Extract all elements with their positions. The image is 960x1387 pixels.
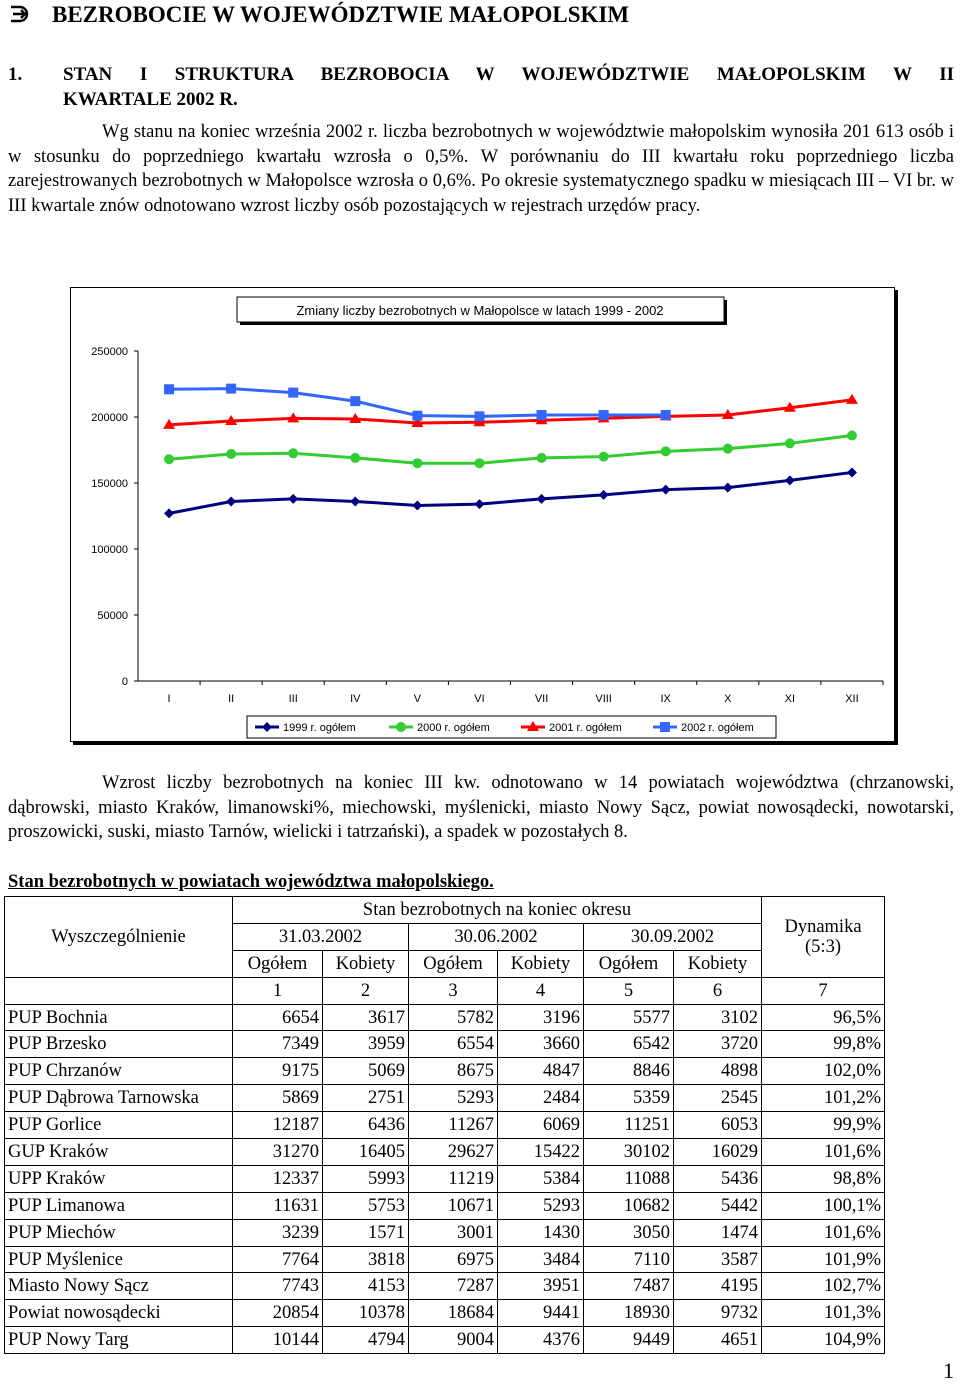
legend-label: 2000 r. ogółem [417, 722, 490, 734]
data-point [226, 449, 236, 459]
data-point [723, 444, 733, 454]
section-heading-line2: KWARTALE 2002 R. [63, 89, 238, 110]
row-label: PUP Gorlice [5, 1112, 233, 1139]
row-label: PUP Miechów [5, 1219, 233, 1246]
header-total: Ogółem [584, 950, 674, 977]
value-cell: 2545 [674, 1085, 762, 1112]
value-cell: 15422 [498, 1139, 584, 1166]
table-row [5, 1058, 885, 1085]
header-date: 30.06.2002 [409, 923, 584, 950]
value-cell: 2751 [323, 1085, 409, 1112]
value-cell: 3617 [323, 1004, 409, 1031]
value-cell: 4651 [674, 1327, 762, 1354]
value-cell: 5384 [498, 1165, 584, 1192]
chart-title-shadow [724, 300, 727, 325]
data-point [723, 483, 733, 493]
dynamics-cell: 101,2% [762, 1085, 885, 1112]
value-cell: 4376 [498, 1327, 584, 1354]
table-row [5, 1139, 885, 1166]
row-label: PUP Nowy Targ [5, 1327, 233, 1354]
y-tick-label: 100000 [91, 544, 128, 556]
value-cell: 5869 [233, 1085, 323, 1112]
value-cell: 5442 [674, 1192, 762, 1219]
data-point [350, 496, 360, 506]
value-cell: 11267 [409, 1112, 498, 1139]
y-tick-label: 50000 [97, 610, 128, 622]
value-cell: 10144 [233, 1327, 323, 1354]
dynamics-cell: 102,0% [762, 1058, 885, 1085]
row-label: Powiat nowosądecki [5, 1300, 233, 1327]
value-cell: 9441 [498, 1300, 584, 1327]
header-col-number: 6 [674, 977, 762, 1004]
value-cell: 5069 [323, 1058, 409, 1085]
x-tick-label: I [167, 693, 171, 705]
row-label: PUP Limanowa [5, 1192, 233, 1219]
x-tick-label: IX [660, 693, 671, 705]
x-tick-label: VIII [595, 693, 612, 705]
header-number-blank [5, 977, 233, 1004]
data-point [661, 485, 671, 495]
value-cell: 7349 [233, 1031, 323, 1058]
value-cell: 5293 [409, 1085, 498, 1112]
value-cell: 16405 [323, 1139, 409, 1166]
title-text: BEZROBOCIE W WOJEWÓDZTWIE MAŁOPOLSKIM [52, 2, 630, 27]
value-cell: 3196 [498, 1004, 584, 1031]
value-cell: 3102 [674, 1004, 762, 1031]
value-cell: 5436 [674, 1165, 762, 1192]
value-cell: 7764 [233, 1246, 323, 1273]
dynamics-cell: 98,8% [762, 1165, 885, 1192]
x-tick-label: X [724, 693, 732, 705]
x-tick-label: V [413, 693, 422, 705]
value-cell: 11219 [409, 1165, 498, 1192]
value-cell: 6554 [409, 1031, 498, 1058]
data-point [537, 453, 547, 463]
value-cell: 9175 [233, 1058, 323, 1085]
arrow-right-icon [8, 2, 52, 28]
value-cell: 31270 [233, 1139, 323, 1166]
value-cell: 1430 [498, 1219, 584, 1246]
x-tick-label: VI [474, 693, 485, 705]
series-line [169, 435, 852, 463]
intro-paragraph-text: Wg stanu na koniec września 2002 r. liczba bezrobotnych w województwie małopolskim wynosiła 201 613 osób i w stosunku do poprzedniego kwartału wzrosła o 0,5%. W porównaniu do III kwartału roku poprzedniego liczba zarejestrowanych bezrobotnych w Małopolsce wzrosła o 0,6%. Po okresie systematycznego spadku w miesiącach III – VI br. w III kwartale znów odnotowano wzrost liczby osób pozostających w rejestrach urzędów pracy. [8, 122, 954, 216]
data-point [288, 494, 298, 504]
data-point [288, 388, 298, 398]
data-point [288, 448, 298, 458]
row-label: PUP Myślenice [5, 1246, 233, 1273]
data-point [474, 458, 484, 468]
series-line [169, 400, 852, 425]
value-cell: 5293 [498, 1192, 584, 1219]
value-cell: 4153 [323, 1273, 409, 1300]
chart-title: Zmiany liczby bezrobotnych w Małopolsce w latach 1999 - 2002 [296, 303, 664, 318]
value-cell: 7110 [584, 1246, 674, 1273]
table-row [5, 1004, 885, 1031]
section-heading [8, 62, 954, 112]
value-cell: 2484 [498, 1085, 584, 1112]
legend-marker [660, 722, 670, 732]
x-tick-label: XII [845, 693, 859, 705]
x-tick-label: II [228, 693, 235, 705]
value-cell: 5359 [584, 1085, 674, 1112]
series-line [169, 472, 852, 513]
section-number: 1. [8, 64, 23, 85]
value-cell: 3660 [498, 1031, 584, 1058]
dynamics-cell: 104,9% [762, 1327, 885, 1354]
row-label: PUP Dąbrowa Tarnowska [5, 1085, 233, 1112]
value-cell: 5782 [409, 1004, 498, 1031]
data-point [164, 508, 174, 518]
header-col-number: 3 [409, 977, 498, 1004]
value-cell: 10671 [409, 1192, 498, 1219]
value-cell: 8846 [584, 1058, 674, 1085]
data-point [412, 500, 422, 510]
value-cell: 12187 [233, 1112, 323, 1139]
data-point [661, 446, 671, 456]
section-heading-line1: STAN I STRUKTURA BEZROBOCIA W WOJEWÓDZTWIE MAŁOPOLSKIM W II [63, 64, 954, 85]
chart-svg [71, 288, 894, 741]
row-label: PUP Chrzanów [5, 1058, 233, 1085]
value-cell: 6975 [409, 1246, 498, 1273]
header-total: Ogółem [233, 950, 323, 977]
value-cell: 3959 [323, 1031, 409, 1058]
value-cell: 1474 [674, 1219, 762, 1246]
data-point [661, 410, 671, 420]
legend-label: 2002 r. ogółem [681, 722, 754, 734]
dynamics-cell: 101,6% [762, 1139, 885, 1166]
data-point [412, 411, 422, 421]
value-cell: 3720 [674, 1031, 762, 1058]
unemployment-table [4, 896, 885, 1354]
dynamics-cell: 99,8% [762, 1031, 885, 1058]
header-total: Ogółem [409, 950, 498, 977]
value-cell: 16029 [674, 1139, 762, 1166]
value-cell: 20854 [233, 1300, 323, 1327]
x-tick-label: III [288, 693, 298, 705]
header-dynamics-label: Dynamika [784, 916, 862, 937]
dynamics-cell: 96,5% [762, 1004, 885, 1031]
table-row [5, 1031, 885, 1058]
dynamics-cell: 101,6% [762, 1219, 885, 1246]
data-point [785, 475, 795, 485]
dynamics-cell: 100,1% [762, 1192, 885, 1219]
value-cell: 3239 [233, 1219, 323, 1246]
value-cell: 5577 [584, 1004, 674, 1031]
header-col-number: 7 [762, 977, 885, 1004]
header-women: Kobiety [498, 950, 584, 977]
value-cell: 9004 [409, 1327, 498, 1354]
dynamics-cell: 101,9% [762, 1246, 885, 1273]
value-cell: 6542 [584, 1031, 674, 1058]
data-point [599, 490, 609, 500]
table-row [5, 1219, 885, 1246]
header-dynamics-ratio: (5:3) [805, 936, 841, 957]
header-col-number: 5 [584, 977, 674, 1004]
intro-paragraph [8, 120, 954, 218]
value-cell: 1571 [323, 1219, 409, 1246]
value-cell: 6053 [674, 1112, 762, 1139]
value-cell: 7743 [233, 1273, 323, 1300]
value-cell: 4195 [674, 1273, 762, 1300]
value-cell: 5753 [323, 1192, 409, 1219]
table-row [5, 1327, 885, 1354]
header-period-group: Stan bezrobotnych na koniec okresu [233, 897, 762, 924]
y-tick-label: 150000 [91, 478, 128, 490]
value-cell: 10682 [584, 1192, 674, 1219]
y-tick-label: 200000 [91, 412, 128, 424]
data-point [412, 458, 422, 468]
value-cell: 3587 [674, 1246, 762, 1273]
value-cell: 10378 [323, 1300, 409, 1327]
table-row [5, 1085, 885, 1112]
data-point [537, 410, 547, 420]
header-col-number: 1 [233, 977, 323, 1004]
value-cell: 3951 [498, 1273, 584, 1300]
row-label: GUP Kraków [5, 1139, 233, 1166]
y-tick-label: 0 [121, 676, 128, 688]
data-point [846, 394, 858, 404]
value-cell: 18930 [584, 1300, 674, 1327]
table-row [5, 1165, 885, 1192]
header-date: 30.09.2002 [584, 923, 762, 950]
value-cell: 18684 [409, 1300, 498, 1327]
value-cell: 3484 [498, 1246, 584, 1273]
value-cell: 29627 [409, 1139, 498, 1166]
legend-marker [396, 722, 406, 732]
increase-paragraph-text: Wzrost liczby bezrobotnych na koniec III kw. odnotowano w 14 powiatach województwa (chrzanowski, dąbrowski, miasto Kraków, limanowski%, miechowski, myślenicki, miasto Nowy Sącz, powiat nowosądecki, nowotarski, proszowicki, suski, miasto Tarnów, wielicki i tatrzański), a spadek w pozostałych 8. [8, 773, 954, 842]
table-row [5, 1112, 885, 1139]
data-point [474, 411, 484, 421]
header-description: Wyszczególnienie [5, 897, 233, 978]
table-row [5, 1273, 885, 1300]
value-cell: 7287 [409, 1273, 498, 1300]
header-col-number: 2 [323, 977, 409, 1004]
header-col-number: 4 [498, 977, 584, 1004]
value-cell: 9449 [584, 1327, 674, 1354]
table-row [5, 1246, 885, 1273]
value-cell: 4794 [323, 1327, 409, 1354]
legend-label: 2001 r. ogółem [549, 722, 622, 734]
value-cell: 11251 [584, 1112, 674, 1139]
page-title [8, 2, 629, 28]
header-women: Kobiety [674, 950, 762, 977]
row-label: PUP Brzesko [5, 1031, 233, 1058]
x-tick-label: VII [534, 693, 549, 705]
value-cell: 11088 [584, 1165, 674, 1192]
value-cell: 12337 [233, 1165, 323, 1192]
header-date: 31.03.2002 [233, 923, 409, 950]
table-row [5, 1192, 885, 1219]
value-cell: 3818 [323, 1246, 409, 1273]
data-point [350, 396, 360, 406]
increase-paragraph [8, 771, 954, 845]
data-point [226, 496, 236, 506]
row-label: Miasto Nowy Sącz [5, 1273, 233, 1300]
x-tick-label: IV [350, 693, 361, 705]
row-label: UPP Kraków [5, 1165, 233, 1192]
value-cell: 5993 [323, 1165, 409, 1192]
data-point [847, 467, 857, 477]
data-point [599, 452, 609, 462]
y-tick-label: 250000 [91, 346, 128, 358]
dynamics-cell: 101,3% [762, 1300, 885, 1327]
page-number: 1 [943, 1358, 954, 1383]
value-cell: 4898 [674, 1058, 762, 1085]
value-cell: 7487 [584, 1273, 674, 1300]
value-cell: 6654 [233, 1004, 323, 1031]
dynamics-cell: 99,9% [762, 1112, 885, 1139]
header-dynamics [762, 897, 885, 978]
value-cell: 6436 [323, 1112, 409, 1139]
legend-label: 1999 r. ogółem [283, 722, 356, 734]
header-women: Kobiety [323, 950, 409, 977]
data-point [847, 430, 857, 440]
data-point [226, 384, 236, 394]
table-title: Stan bezrobotnych w powiatach województwa małopolskiego. [8, 872, 494, 892]
value-cell: 30102 [584, 1139, 674, 1166]
data-point [785, 438, 795, 448]
unemployment-chart [70, 287, 895, 742]
row-label: PUP Bochnia [5, 1004, 233, 1031]
value-cell: 3001 [409, 1219, 498, 1246]
data-point [350, 453, 360, 463]
value-cell: 3050 [584, 1219, 674, 1246]
dynamics-cell: 102,7% [762, 1273, 885, 1300]
value-cell: 11631 [233, 1192, 323, 1219]
value-cell: 9732 [674, 1300, 762, 1327]
value-cell: 4847 [498, 1058, 584, 1085]
data-point [164, 384, 174, 394]
value-cell: 6069 [498, 1112, 584, 1139]
data-point [599, 410, 609, 420]
data-point [537, 494, 547, 504]
value-cell: 8675 [409, 1058, 498, 1085]
table-body [5, 1004, 885, 1354]
data-point [164, 454, 174, 464]
table-row [5, 1300, 885, 1327]
x-tick-label: XI [784, 693, 796, 705]
data-point [474, 499, 484, 509]
chart-title-shadow [240, 322, 727, 325]
